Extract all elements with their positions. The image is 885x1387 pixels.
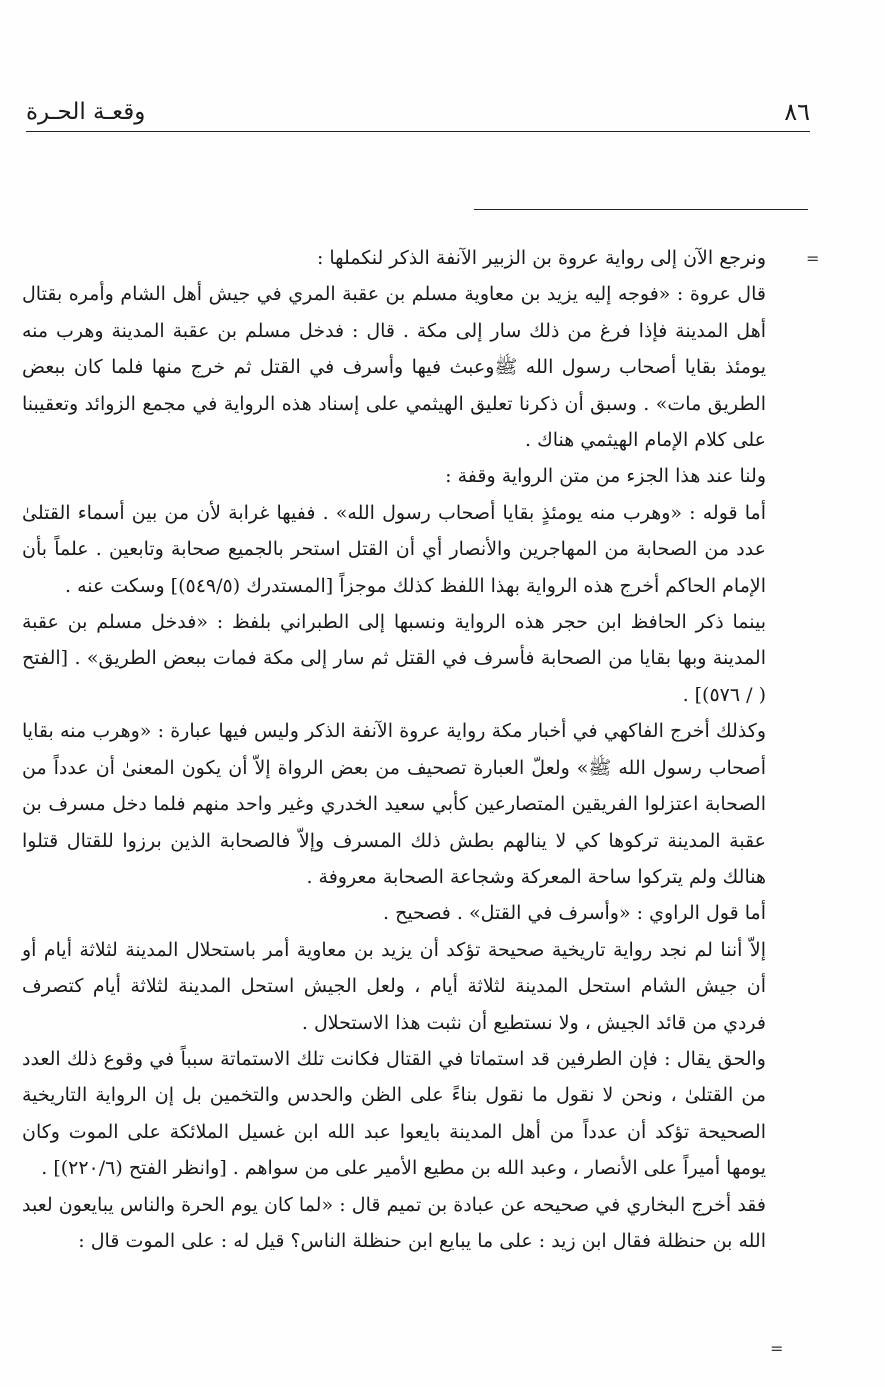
running-title: وقعـة الحـرة bbox=[26, 99, 146, 125]
page-header bbox=[26, 92, 810, 132]
footnote-separator-rule bbox=[474, 209, 808, 210]
continuation-mark-top: = bbox=[806, 249, 820, 268]
paragraph: ولنا عند هذا الجزء من متن الرواية وقفة : bbox=[445, 465, 766, 488]
footnote-body bbox=[22, 240, 766, 1259]
paragraph: قال عروة : «فوجه إليه يزيد بن معاوية مسلم بن عقبة المري في جيش أهل الشام وأمره بقتال أهل المدينة فإذا فرغ من ذلك سار إلى مكة . قال : فدخل مسلم بن عقبة المدينة وهرب منه يومئذ بقايا أصحاب رسول الله ﷺوعبث فيها وأسرف في القتل ثم خرج منها فلما كان ببعض الطريق مات» . وسبق أن ذكرنا تعليق الهيثمي على إسناد هذه الرواية في مجمع الزوائد وتعقيبنا على كلام الإمام الهيثمي هناك . bbox=[22, 283, 766, 452]
paragraph: ونرجع الآن إلى رواية عروة بن الزبير الآنفة الذكر لنكملها : bbox=[316, 247, 766, 269]
header-rule bbox=[26, 131, 810, 132]
paragraph: والحق يقال : فإن الطرفين قد استماتا في القتال فكانت تلك الاستماتة سبباً في وقوع ذلك العدد من القتلىٰ ، ونحن لا نقول ما نقول بناءً على الظن والحدس والتخمين بل إن الرواية التاريخية الصحيحة تؤكد أن عدداً من أهل المدينة بايعوا عبد الله ابن غسيل الملائكة على الموت وكان يومها أميراً على الأنصار ، وعبد الله بن مطيع الأمير على من سواهم . [وانظر الفتح (٢٢٠/٦)] . bbox=[22, 1047, 766, 1180]
paragraph: وكذلك أخرج الفاكهي في أخبار مكة رواية عروة الآنفة الذكر وليس فيها عبارة : «وهرب منه بقايا أصحاب رسول الله ﷺ» ولعلّ العبارة تصحيف من بعض الرواة إلاّ أن يكون المعنىٰ أن عدداً من الصحابة اعتزلوا الفريقين المتصارعين كأبي سعيد الخدري وغير واحد منهم فلما دخل مسرف بن عقبة المدينة تركوها كي لا ينالهم بطش ذلك المسرف وإلاّ فالصحابة الذين برزوا للقتال قتلوا هنالك ولم يتركوا ساحة المعركة وشجاعة الصحابة معروفة . bbox=[22, 720, 766, 888]
paragraph: أما قول الراوي : «وأسرف في القتل» . فصحيح . bbox=[382, 902, 766, 925]
paragraph: أما قوله : «وهرب منه يومئذٍ بقايا أصحاب رسول الله» . ففيها غرابة لأن من بين أسماء القتلىٰ عدد من الصحابة من المهاجرين والأنصار أي أن القتل استحر بالجميع صحابة وتابعين . علماً بأن الإمام الحاكم أخرج هذه الرواية بهذا اللفظ كذلك موجزاً [المستدرك (٥٤٩/٥)] وسكت عنه . bbox=[22, 501, 766, 597]
paragraph: فقد أخرج البخاري في صحيحه عن عبادة بن تميم قال : «لما كان يوم الحرة والناس يبايعون لعبد الله بن حنظلة فقال ابن زيد : على ما يبايع ابن حنظلة الناس؟ قيل له : على الموت قال : bbox=[22, 1193, 766, 1252]
page-number: ٨٦ bbox=[784, 98, 810, 126]
paragraph: بينما ذكر الحافظ ابن حجر هذه الرواية ونسبها إلى الطبراني بلفظ : «فدخل مسلم بن عقبة المدينة وبها بقايا من الصحابة فأسرف في القتل ثم سار إلى مكة فمات ببعض الطريق» . [الفتح ( / ٥٧٦)] . bbox=[22, 611, 766, 706]
paragraph: إلاّ أننا لم نجد رواية تاريخية صحيحة تؤكد أن يزيد بن معاوية أمر باستحلال المدينة لثلاثة أيام أو أن جيش الشام استحل المدينة لثلاثة أيام ، ولعل الجيش استحل المدينة لثلاثة أيام كتصرف فردي من قائد الجيش ، ولا نستطيع أن نثبت هذا الاستحلال . bbox=[22, 938, 766, 1034]
continuation-mark-bottom: = bbox=[770, 1339, 784, 1358]
